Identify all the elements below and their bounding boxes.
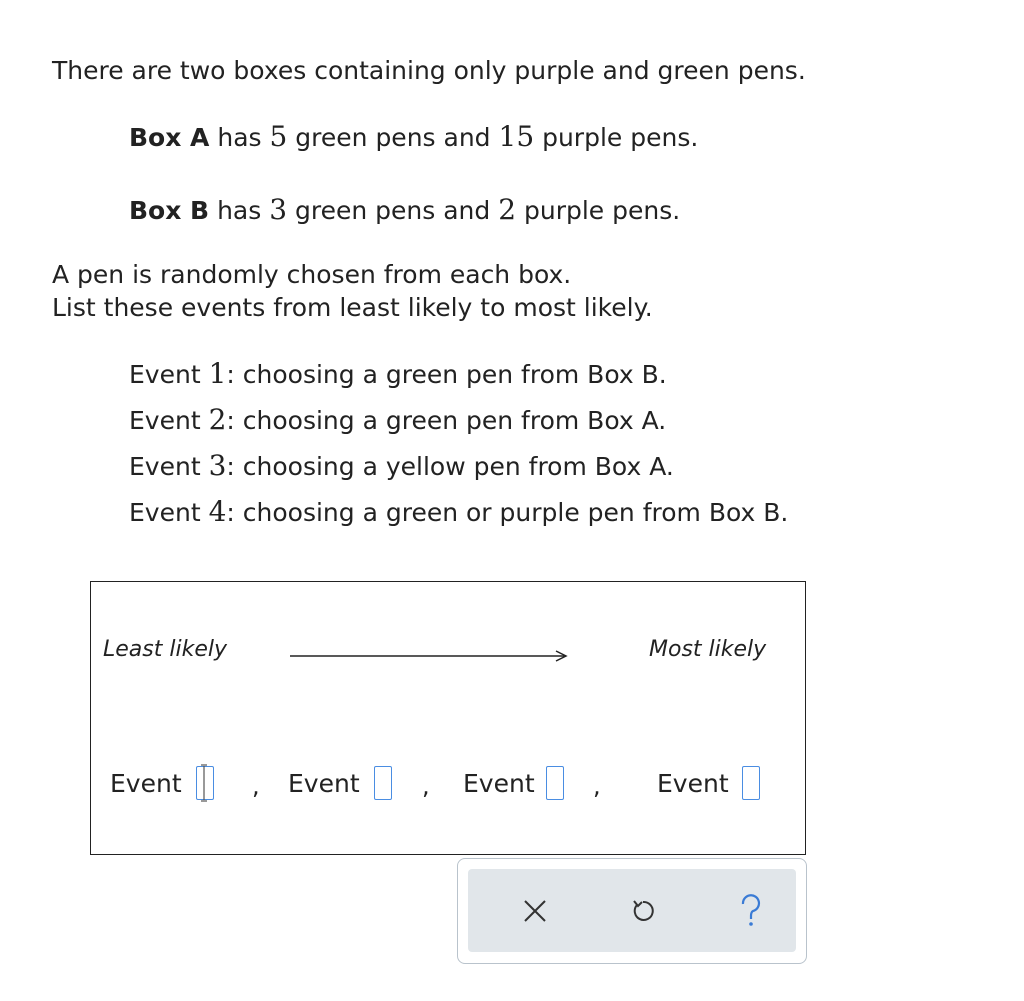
box-b-green-count: 3 bbox=[269, 193, 288, 226]
event-number: 3 bbox=[208, 449, 227, 482]
help-button[interactable] bbox=[731, 891, 771, 931]
undo-button[interactable] bbox=[623, 891, 663, 931]
event-item: Event 2: choosing a green pen from Box A. bbox=[129, 403, 667, 436]
box-b-has: has bbox=[209, 196, 270, 225]
answer-slot-1 bbox=[110, 766, 240, 802]
separator-comma: , bbox=[422, 772, 430, 800]
intro-text: There are two boxes containing only purple and green pens. bbox=[52, 56, 806, 85]
box-b-line bbox=[129, 194, 680, 227]
undo-icon bbox=[629, 897, 657, 925]
slot-event-label: Event bbox=[288, 769, 360, 798]
answer-toolbar bbox=[457, 858, 807, 964]
separator-comma: , bbox=[593, 772, 601, 800]
answer-slot-4 bbox=[657, 766, 777, 802]
instruction-line-1: A pen is randomly chosen from each box. bbox=[52, 260, 572, 289]
event-number: 2 bbox=[208, 403, 227, 436]
least-likely-label: Least likely bbox=[103, 637, 227, 662]
box-b-purple-count: 2 bbox=[498, 193, 517, 226]
slot-4-input[interactable] bbox=[742, 766, 760, 800]
most-likely-label: Most likely bbox=[649, 637, 767, 662]
answer-slot-3 bbox=[463, 766, 583, 802]
slot-1-input[interactable] bbox=[196, 766, 214, 800]
box-a-green-count: 5 bbox=[269, 120, 288, 153]
box-b-end: purple pens. bbox=[516, 196, 681, 225]
slot-event-label: Event bbox=[657, 769, 729, 798]
box-a-has: has bbox=[209, 123, 270, 152]
event-item: Event 1: choosing a green pen from Box B. bbox=[129, 357, 667, 390]
answer-panel bbox=[90, 581, 806, 855]
slot-event-label: Event bbox=[110, 769, 182, 798]
separator-comma: , bbox=[252, 772, 260, 800]
slot-2-input[interactable] bbox=[374, 766, 392, 800]
event-number: 1 bbox=[208, 357, 227, 390]
box-a-line bbox=[129, 121, 698, 154]
box-a-purple-count: 15 bbox=[498, 120, 535, 153]
instruction-line-2: List these events from least likely to most likely. bbox=[52, 293, 653, 322]
event-item: Event 3: choosing a yellow pen from Box A. bbox=[129, 449, 674, 482]
event-item: Event 4: choosing a green or purple pen from Box B. bbox=[129, 495, 789, 528]
box-a-mid: green pens and bbox=[287, 123, 499, 152]
event-number: 4 bbox=[208, 495, 227, 528]
slot-3-input[interactable] bbox=[546, 766, 564, 800]
close-icon bbox=[522, 898, 548, 924]
slot-event-label: Event bbox=[463, 769, 535, 798]
box-b-mid: green pens and bbox=[287, 196, 499, 225]
box-a-label: Box A bbox=[129, 123, 210, 152]
toolbar-panel bbox=[468, 869, 796, 952]
arrow-right-icon bbox=[290, 650, 568, 662]
box-a-end: purple pens. bbox=[534, 123, 699, 152]
answer-slot-2 bbox=[288, 766, 408, 802]
box-b-label: Box B bbox=[129, 196, 210, 225]
text-cursor-icon bbox=[201, 763, 207, 803]
clear-button[interactable] bbox=[515, 891, 555, 931]
help-icon bbox=[738, 894, 764, 928]
